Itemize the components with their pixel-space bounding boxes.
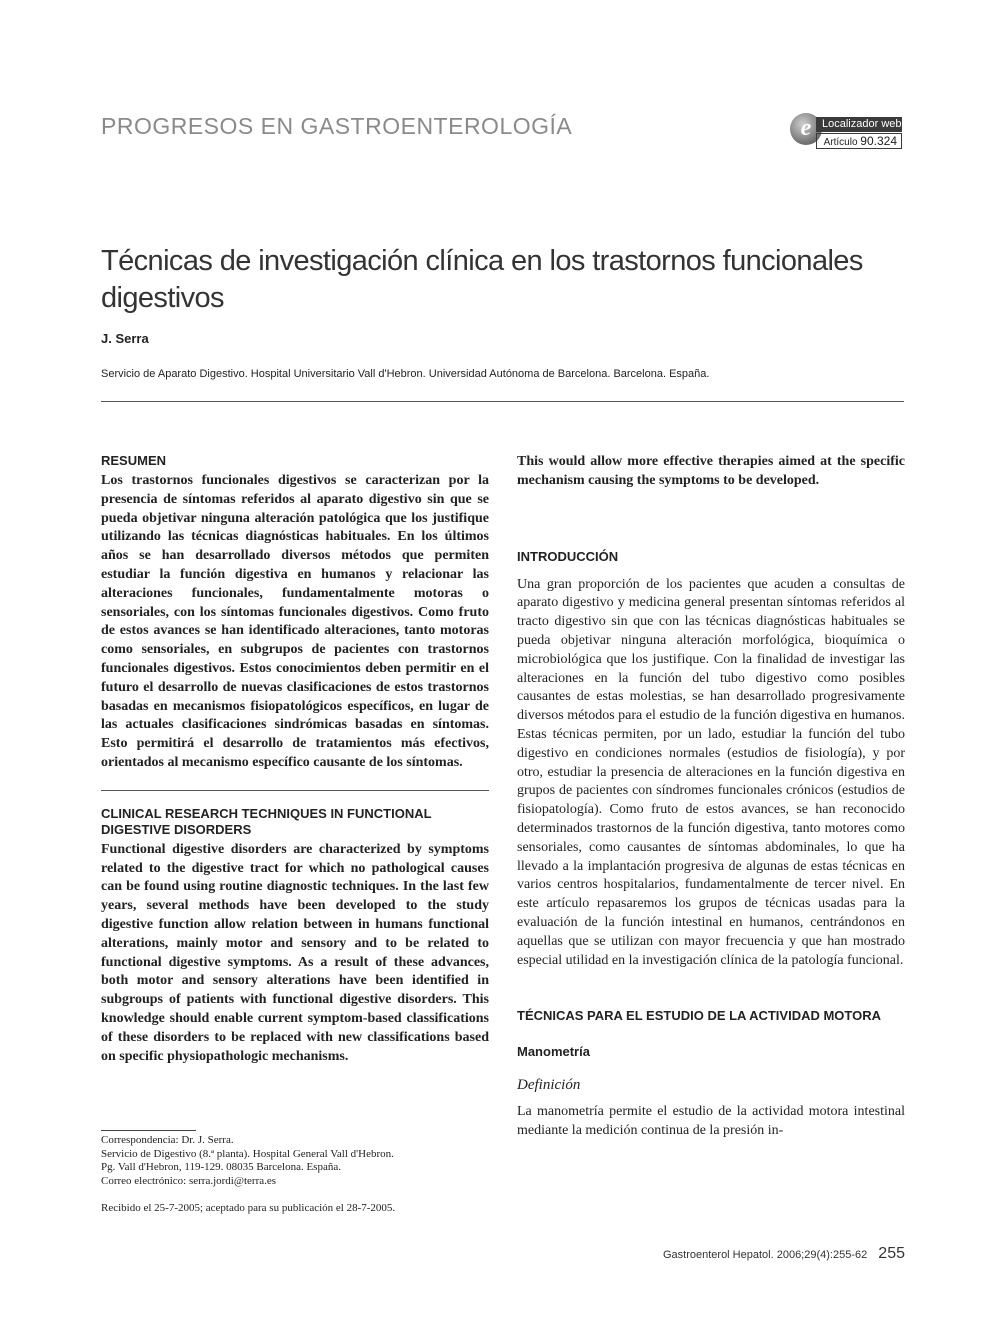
article-id-prefix: Artículo [823,137,858,148]
abstract-divider [101,790,489,791]
article-id [816,133,902,149]
manometria-heading: Manometría [517,1044,590,1060]
page-number: 255 [878,1245,905,1262]
correspondence-footnote [101,1134,491,1188]
intro-heading: INTRODUCCIÓN [517,548,619,564]
left-column [101,453,489,1066]
affiliation: Servicio de Aparato Digestivo. Hospital Universitario Vall d'Hebron. Universidad Autónoma de Barcelona. Barcelona. España. [101,368,710,380]
resumen-heading: RESUMEN [101,453,167,468]
resumen-text: Los trastornos funcionales digestivos se caracterizan por la presencia de síntomas referidos al aparato digestivo sin que se pueda objetivar ninguna alteración patológica que los justifique utilizando las técnicas diagnósticas habituales. En los últimos años se han desarrollado diversos métodos que permiten estudiar la función digestiva en humanos y relacionar las alteraciones funcionales, fundamentalmente motoras o sensoriales, con los síntomas funcionales digestivos. Como fruto de estos avances se han identificado alteraciones, tanto motoras como sensoriales, en subgrupos de pacientes con trastornos funcionales digestivos. Estos conocimientos deben permitir en el futuro el desarrollo de nuevas clasificaciones de estos trastornos basadas en mecanismos fisiopatológicos específicos, en lugar de las actuales clasificaciones sindrómicas basadas en síntomas. Esto permitirá el desarrollo de tratamientos más efectivos, orientados al mecanismo específico causante de los síntomas. [101,473,489,770]
web-locator-label: Localizador web [816,117,902,132]
abstract-en-heading: CLINICAL RESEARCH TECHNIQUES IN FUNCTIONAL DIGESTIVE DISORDERS [101,805,432,837]
page-footer [640,1245,905,1263]
footnote-line: Servicio de Digestivo (8.ª planta). Hospital General Vall d'Hebron. [101,1147,394,1160]
abstract-en-continuation: This would allow more effective therapies aimed at the specific mechanism causing the symptoms to be developed. [517,454,905,488]
definicion-text: La manometría permite el estudio de la actividad motora intestinal mediante la medición continua de la presión in- [517,1104,905,1139]
section-header: PROGRESOS EN GASTROENTEROLOGÍA [101,113,573,139]
article-id-number: 90.324 [860,134,897,148]
footnote-line: Correo electrónico: serra.jordi@terra.es [101,1174,277,1187]
right-column [517,453,905,1141]
definicion-heading: Definición [517,1077,581,1094]
author: J. Serra [101,331,149,346]
footnote-divider [101,1130,196,1131]
motor-section-heading: TÉCNICAS PARA EL ESTUDIO DE LA ACTIVIDAD MOTORA [517,1008,882,1024]
article-title: Técnicas de investigación clínica en los trastornos funcionales digestivos [101,245,863,314]
e-logo-icon: e [790,113,822,145]
intro-text: Una gran proporción de los pacientes que acuden a consultas de aparato digestivo y medicina general presentan síntomas referidos al tracto digestivo sin que con las técnicas diagnósticas habituales se pueda objetivar ninguna alteración morfológica, bioquímica o microbiológica que los justifique. Con la finalidad de investigar las alteraciones en la función del tubo digestivo como posibles causantes de estas molestias, se han desarrollado progresivamente diversos métodos para el estudio de la función digestiva en humanos. Estas técnicas permiten, por un lado, estudiar la función del tubo digestivo en condiciones normales (estudios de fisiología), y por otro, estudiar la presencia de alteraciones en la función digestiva en grupos de pacientes con síndromes funcionales crónicos (estudios de fisiopatología). Como fruto de estos avances, se han reconocido determinados trastornos de la función digestiva, tanto motores como sensoriales, como causantes de síntomas abdominales, lo que ha llevado a la implantación progresiva de algunas de estas técnicas en varios centros hospitalarios, fundamentalmente de tercer nivel. En este artículo repasaremos los grupos de técnicas usadas para la evaluación de la función intestinal en humanos, centrándonos en aquellas que se utilizan con mayor frecuencia y que han mostrado especial utilidad en la investigación clínica de la patología funcional. [517,576,905,968]
received-dates: Recibido el 25-7-2005; aceptado para su publicación el 28-7-2005. [101,1202,396,1214]
abstract-en-text: Functional digestive disorders are characterized by symptoms related to the digestive tract for which no pathological causes can be found using routine diagnostic techniques. In the last few years, several methods have been developed to the study digestive function allow relation between in humans functional alterations, mainly motor and sensory and to be related to functional digestive symptoms. As a result of these advances, both motor and sensory alterations have been identified in subgroups of patients with functional digestive disorders. This knowledge should enable current symptom-based classifications of these disorders to be replaced with new classifications based on specific physiopathologic mechanisms. [101,841,489,1064]
footnote-line: Correspondencia: Dr. J. Serra. [101,1134,234,1146]
footnote-line: Pg. Vall d'Hebron, 119-129. 08035 Barcelona. España. [101,1161,341,1173]
journal-citation: Gastroenterol Hepatol. 2006;29(4):255-62 [662,1249,868,1261]
web-locator-badge [790,111,905,151]
header-divider [101,401,904,402]
